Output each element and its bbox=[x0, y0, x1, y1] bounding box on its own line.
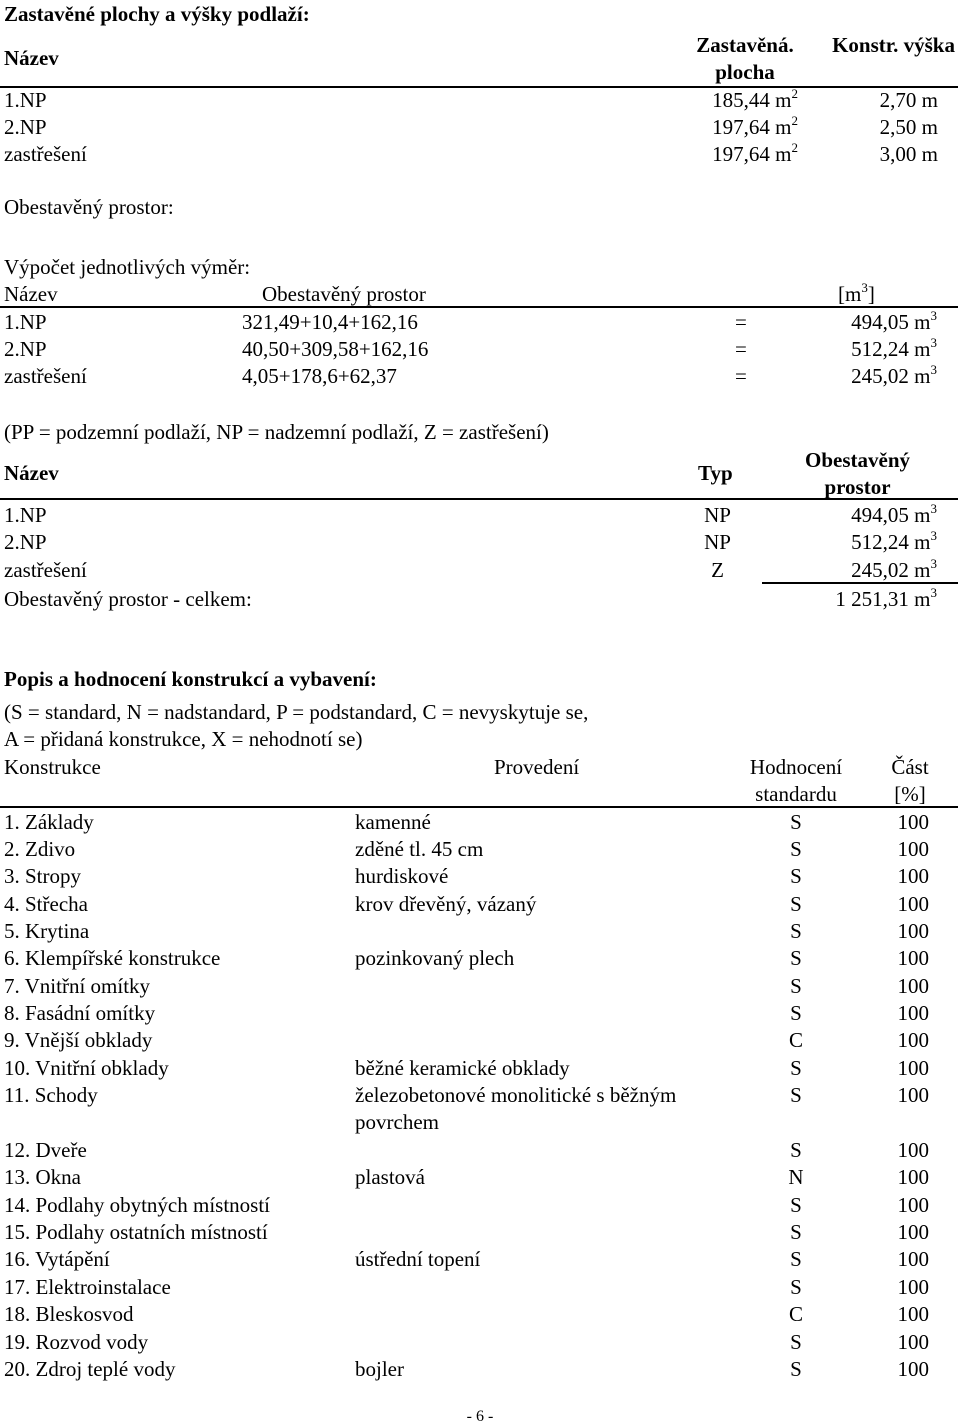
table4-cell-execution: běžné keramické obklady bbox=[355, 1056, 570, 1080]
table1-cell-height: 3,00 m bbox=[879, 142, 938, 166]
table2-cell-equals: = bbox=[735, 364, 747, 388]
table3-cell-name: 1.NP bbox=[4, 503, 47, 527]
table1-header-area-line1: Zastavěná. bbox=[696, 33, 794, 57]
table1-cell-height: 2,50 m bbox=[879, 115, 938, 139]
table1-header-name: Název bbox=[4, 46, 59, 70]
table4-cell-rating: C bbox=[788, 1302, 803, 1326]
table4-cell-execution-cont: povrchem bbox=[355, 1110, 439, 1134]
table3-cell-type: Z bbox=[711, 558, 724, 582]
table4-header-part-line1: Část bbox=[891, 755, 929, 779]
table3-total-value: 1 251,31 $m^3$ bbox=[835, 585, 937, 611]
table4-cell-part: 100 bbox=[897, 974, 929, 998]
table4-cell-rating: S bbox=[790, 946, 802, 970]
table1-cell-area: 197,64 $m^2$ bbox=[712, 140, 798, 166]
table1-cell-area: 185,44 $m^2$ bbox=[712, 86, 798, 112]
table4-cell-part: 100 bbox=[897, 1302, 929, 1326]
table2-header-unit: $[m^3]$ bbox=[838, 280, 875, 306]
table4-cell-rating: S bbox=[790, 1001, 802, 1025]
table4-cell-execution: bojler bbox=[355, 1357, 404, 1381]
table4-header-execution: Provedení bbox=[494, 755, 580, 779]
table3-total-label: Obestavěný prostor - celkem: bbox=[4, 587, 252, 611]
table4-cell-part: 100 bbox=[897, 1001, 929, 1025]
table4-cell-rating: S bbox=[790, 1330, 802, 1354]
table4-cell-construction: 11. Schody bbox=[4, 1083, 98, 1107]
table1-cell-name: 1.NP bbox=[4, 88, 47, 112]
table3-cell-type: NP bbox=[704, 530, 731, 554]
table1-header-area-line2: plocha bbox=[715, 60, 775, 84]
table2-cell-formula: 40,50+309,58+162,16 bbox=[242, 337, 429, 361]
table4-cell-part: 100 bbox=[897, 1220, 929, 1244]
table4-cell-rating: C bbox=[788, 1028, 803, 1052]
table4-cell-execution: zděné tl. 45 cm bbox=[355, 837, 484, 861]
table4-header-rating-line2: standardu bbox=[755, 782, 837, 806]
table4-cell-construction: 16. Vytápění bbox=[4, 1247, 110, 1271]
table2-cell-formula: 4,05+178,6+62,37 bbox=[242, 364, 397, 388]
table3-header-rule bbox=[0, 498, 958, 500]
table4-cell-rating: N bbox=[788, 1165, 804, 1189]
table2-cell-equals: = bbox=[735, 337, 747, 361]
table1-header-height: Konstr. výška bbox=[832, 33, 955, 57]
table4-cell-part: 100 bbox=[897, 837, 929, 861]
table4-cell-rating: S bbox=[790, 1275, 802, 1299]
table2-cell-formula: 321,49+10,4+162,16 bbox=[242, 310, 418, 334]
table4-cell-part: 100 bbox=[897, 1056, 929, 1080]
table4-cell-rating: S bbox=[790, 974, 802, 998]
table4-cell-part: 100 bbox=[897, 1028, 929, 1052]
table4-cell-construction: 20. Zdroj teplé vody bbox=[4, 1357, 176, 1381]
table4-cell-rating: S bbox=[790, 1193, 802, 1217]
table4-header-rule bbox=[0, 806, 958, 808]
table3-cell-value: 245,02 $m^3$ bbox=[851, 556, 937, 582]
table3-cell-type: NP bbox=[704, 503, 731, 527]
table4-header-part-line2: [%] bbox=[894, 782, 926, 806]
table2-cell-equals: = bbox=[735, 310, 747, 334]
table4-cell-construction: 6. Klempířské konstrukce bbox=[4, 946, 221, 970]
table4-cell-part: 100 bbox=[897, 864, 929, 888]
table4-cell-execution: kamenné bbox=[355, 810, 431, 834]
table3-header-name: Název bbox=[4, 461, 59, 485]
table4-cell-rating: S bbox=[790, 864, 802, 888]
legend-floor-types: (PP = podzemní podlaží, NP = nadzemní podlaží, Z = zastřešení) bbox=[4, 420, 549, 444]
legend-ratings-line1: (S = standard, N = nadstandard, P = podstandard, C = nevyskytuje se, bbox=[4, 700, 589, 724]
section-heading-built-volume: Obestavěný prostor: bbox=[4, 195, 174, 219]
table4-cell-part: 100 bbox=[897, 1138, 929, 1162]
table2-cell-name: 1.NP bbox=[4, 310, 47, 334]
table4-cell-construction: 8. Fasádní omítky bbox=[4, 1001, 156, 1025]
table1-cell-name: zastřešení bbox=[4, 142, 87, 166]
table4-cell-construction: 10. Vnitřní obklady bbox=[4, 1056, 169, 1080]
table2-cell-value: 245,02 $m^3$ bbox=[851, 362, 937, 388]
table4-cell-construction: 18. Bleskosvod bbox=[4, 1302, 134, 1326]
table4-cell-construction: 9. Vnější obklady bbox=[4, 1028, 153, 1052]
table4-cell-construction: 1. Základy bbox=[4, 810, 94, 834]
table4-cell-rating: S bbox=[790, 919, 802, 943]
table4-cell-construction: 4. Střecha bbox=[4, 892, 88, 916]
table4-cell-rating: S bbox=[790, 892, 802, 916]
table4-cell-part: 100 bbox=[897, 1165, 929, 1189]
table4-cell-rating: S bbox=[790, 1220, 802, 1244]
section-heading-calculation: Výpočet jednotlivých výměr: bbox=[4, 255, 251, 279]
table4-cell-execution: ústřední topení bbox=[355, 1247, 481, 1271]
section-heading-constructions: Popis a hodnocení konstrukcí a vybavení: bbox=[4, 667, 377, 691]
table4-cell-construction: 2. Zdivo bbox=[4, 837, 76, 861]
table4-cell-construction: 17. Elektroinstalace bbox=[4, 1275, 171, 1299]
table2-cell-value: 494,05 $m^3$ bbox=[851, 308, 937, 334]
table4-cell-construction: 3. Stropy bbox=[4, 864, 82, 888]
table4-cell-execution: plastová bbox=[355, 1165, 425, 1189]
table4-cell-rating: S bbox=[790, 1056, 802, 1080]
table4-cell-part: 100 bbox=[897, 946, 929, 970]
table4-cell-part: 100 bbox=[897, 1275, 929, 1299]
table4-header-construction: Konstrukce bbox=[4, 755, 101, 779]
table2-header-rule bbox=[0, 306, 958, 308]
table4-header-rating-line1: Hodnocení bbox=[749, 755, 843, 779]
table4-cell-part: 100 bbox=[897, 1330, 929, 1354]
legend-ratings-line2: A = přidaná konstrukce, X = nehodnotí se) bbox=[4, 727, 363, 751]
table4-cell-rating: S bbox=[790, 1138, 802, 1162]
table4-cell-rating: S bbox=[790, 1083, 802, 1107]
table4-cell-construction: 12. Dveře bbox=[4, 1138, 87, 1162]
table4-cell-execution: hurdiskové bbox=[355, 864, 449, 888]
table3-cell-name: 2.NP bbox=[4, 530, 47, 554]
table4-cell-execution: pozinkovaný plech bbox=[355, 946, 515, 970]
table4-cell-part: 100 bbox=[897, 1247, 929, 1271]
table4-cell-rating: S bbox=[790, 837, 802, 861]
table4-cell-construction: 14. Podlahy obytných místností bbox=[4, 1193, 271, 1217]
table4-cell-construction: 13. Okna bbox=[4, 1165, 81, 1189]
table4-cell-rating: S bbox=[790, 810, 802, 834]
table4-cell-construction: 5. Krytina bbox=[4, 919, 90, 943]
table3-cell-name: zastřešení bbox=[4, 558, 87, 582]
table1-cell-height: 2,70 m bbox=[879, 88, 938, 112]
page-number: - 6 - bbox=[466, 1408, 494, 1425]
table2-cell-name: zastřešení bbox=[4, 364, 87, 388]
table4-cell-rating: S bbox=[790, 1357, 802, 1381]
table4-cell-part: 100 bbox=[897, 1193, 929, 1217]
table1-header-rule bbox=[0, 86, 958, 88]
table4-cell-construction: 7. Vnitřní omítky bbox=[4, 974, 151, 998]
table4-cell-part: 100 bbox=[897, 892, 929, 916]
table2-header-volume: Obestavěný prostor bbox=[262, 282, 426, 306]
table2-cell-name: 2.NP bbox=[4, 337, 47, 361]
table3-cell-value: 512,24 $m^3$ bbox=[851, 528, 937, 554]
table1-cell-area: 197,64 $m^2$ bbox=[712, 113, 798, 139]
table4-cell-part: 100 bbox=[897, 1357, 929, 1381]
table2-cell-value: 512,24 $m^3$ bbox=[851, 335, 937, 361]
table3-cell-value: 494,05 $m^3$ bbox=[851, 501, 937, 527]
table4-cell-part: 100 bbox=[897, 1083, 929, 1107]
table4-cell-rating: S bbox=[790, 1247, 802, 1271]
table4-cell-construction: 15. Podlahy ostatních místností bbox=[4, 1220, 268, 1244]
table4-cell-part: 100 bbox=[897, 919, 929, 943]
table2-header-name: Název bbox=[4, 282, 58, 306]
table4-cell-part: 100 bbox=[897, 810, 929, 834]
section-heading-built-areas: Zastavěné plochy a výšky podlaží: bbox=[4, 2, 310, 26]
table3-header-volume-line2: prostor bbox=[824, 475, 891, 499]
table4-cell-construction: 19. Rozvod vody bbox=[4, 1330, 149, 1354]
table1-cell-name: 2.NP bbox=[4, 115, 47, 139]
table4-cell-execution: krov dřevěný, vázaný bbox=[355, 892, 537, 916]
table3-header-type: Typ bbox=[698, 461, 733, 485]
table3-sum-rule bbox=[762, 582, 958, 584]
table4-cell-execution: železobetonové monolitické s běžným bbox=[355, 1083, 677, 1107]
table3-header-volume-line1: Obestavěný bbox=[805, 448, 910, 472]
